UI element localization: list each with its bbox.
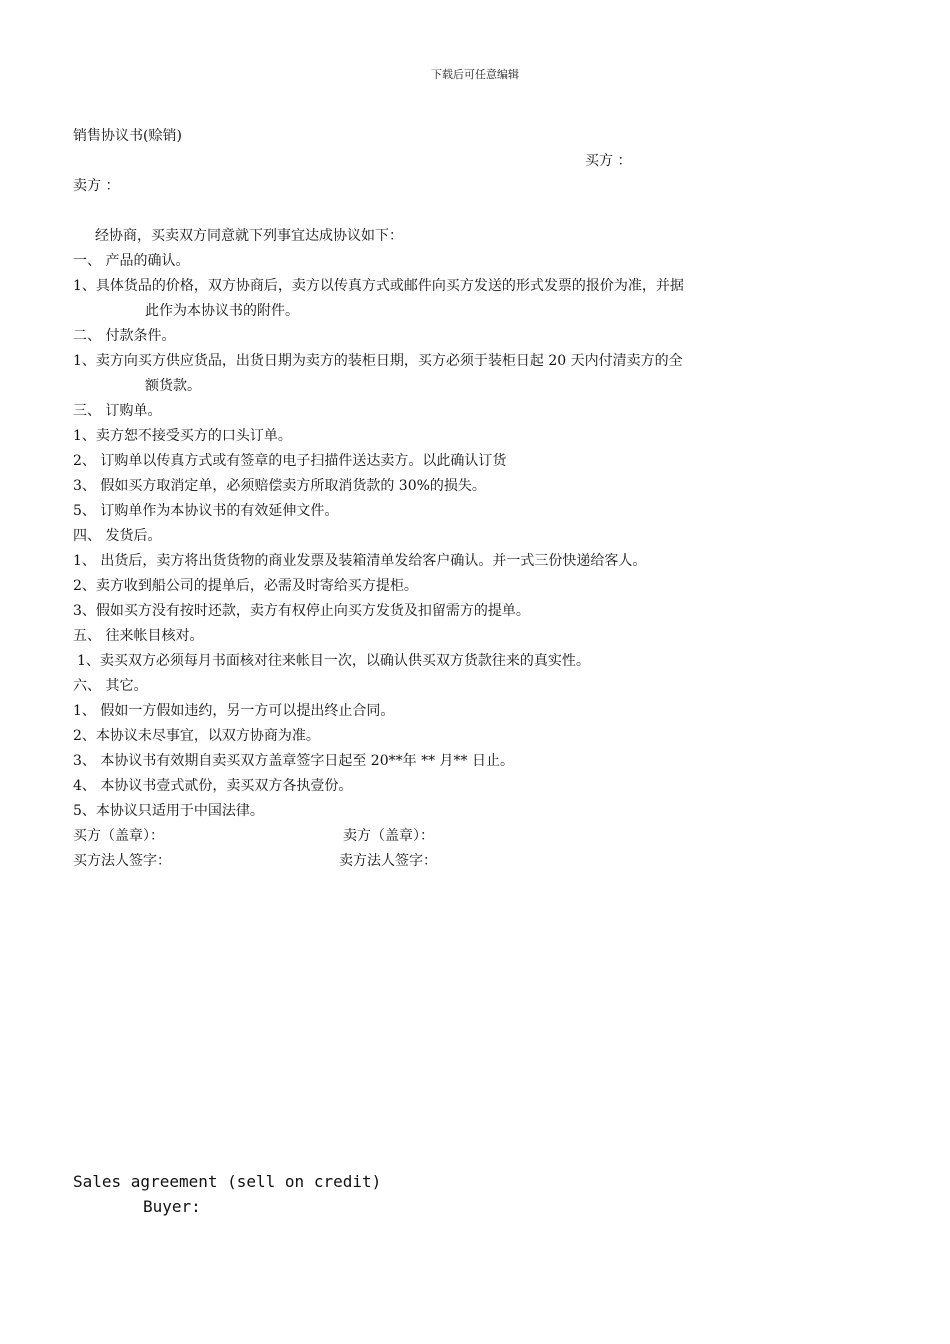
- clause-3-5: 5、 订购单作为本协议书的有效延伸文件。: [73, 503, 339, 519]
- clause-6-2: 2、本协议未尽事宜，以双方协商为准。: [73, 728, 320, 744]
- clause-6-4: 4、 本协议书壹式贰份，卖买双方各执壹份。: [73, 778, 353, 794]
- clause-3-3: 3、 假如买方取消定单，必须赔偿卖方所取消货款的 30%的损失。: [73, 478, 486, 494]
- document-title: 销售协议书(赊销): [73, 128, 182, 144]
- clause-2-1: 1、卖方向买方供应货品，出货日期为卖方的装柜日期，买方必须于装柜日起 20 天内付清卖方的全: [73, 353, 683, 369]
- buyer-seal-label: 买方（盖章）：: [73, 828, 164, 844]
- seller-sign-label: 卖方法人签字：: [339, 853, 437, 869]
- clause-6-3: 3、 本协议书有效期自卖买双方盖章签字日起至 20**年 ** 月** 日止。: [73, 753, 514, 769]
- clause-3-1: 1、卖方恕不接受买方的口头订单。: [73, 428, 292, 444]
- clause-3-2: 2、 订购单以传真方式或有签章的电子扫描件送达卖方。以此确认订货: [73, 453, 507, 469]
- english-title: Sales agreement (sell on credit): [73, 1172, 382, 1191]
- clause-1-1-continued: 此作为本协议书的附件。: [145, 303, 299, 319]
- english-section: [73, 1169, 381, 1219]
- clause-6-1: 1、 假如一方假如违约，另一方可以提出终止合同。: [73, 703, 395, 719]
- section-heading-2: 二、 付款条件。: [73, 328, 176, 344]
- buyer-label: 买方 ：: [585, 153, 632, 169]
- clause-2-1-continued: 额货款。: [145, 378, 201, 394]
- section-heading-1: 一、 产品的确认。: [73, 253, 190, 269]
- buyer-sign-label: 买方法人签字：: [73, 853, 171, 869]
- signature-row-seal: [73, 824, 873, 849]
- clause-4-2: 2、卖方收到船公司的提单后，必需及时寄给买方提柜。: [73, 578, 418, 594]
- section-heading-5: 五、 往来帐目核对。: [73, 628, 204, 644]
- header-note: 下载后可任意编辑: [431, 68, 519, 81]
- clause-5-1: 1、卖买双方必须每月书面核对往来帐目一次，以确认供买双方货款往来的真实性。: [77, 653, 590, 669]
- agreement-body: [73, 124, 873, 874]
- clause-4-1: 1、 出货后，卖方将出货货物的商业发票及装箱清单发给客户确认。并一式三份快递给客人。: [73, 553, 647, 569]
- english-buyer-label: Buyer:: [143, 1197, 201, 1216]
- clause-6-5: 5、本协议只适用于中国法律。: [73, 803, 264, 819]
- seller-seal-label: 卖方（盖章）：: [343, 828, 434, 844]
- signature-row-sign: [73, 849, 873, 874]
- section-heading-4: 四、 发货后。: [73, 528, 162, 544]
- clause-1-1: 1、具体货品的价格，双方协商后，卖方以传真方式或邮件向买方发送的形式发票的报价为准，并据: [73, 278, 684, 294]
- section-heading-6: 六、 其它。: [73, 678, 148, 694]
- intro-paragraph: 经协商，买卖双方同意就下列事宜达成协议如下：: [95, 228, 403, 244]
- spacer: [73, 199, 873, 224]
- seller-label: 卖方 ：: [73, 178, 120, 194]
- clause-4-3: 3、假如买方没有按时还款，卖方有权停止向买方发货及扣留需方的提单。: [73, 603, 530, 619]
- section-heading-3: 三、 订购单。: [73, 403, 162, 419]
